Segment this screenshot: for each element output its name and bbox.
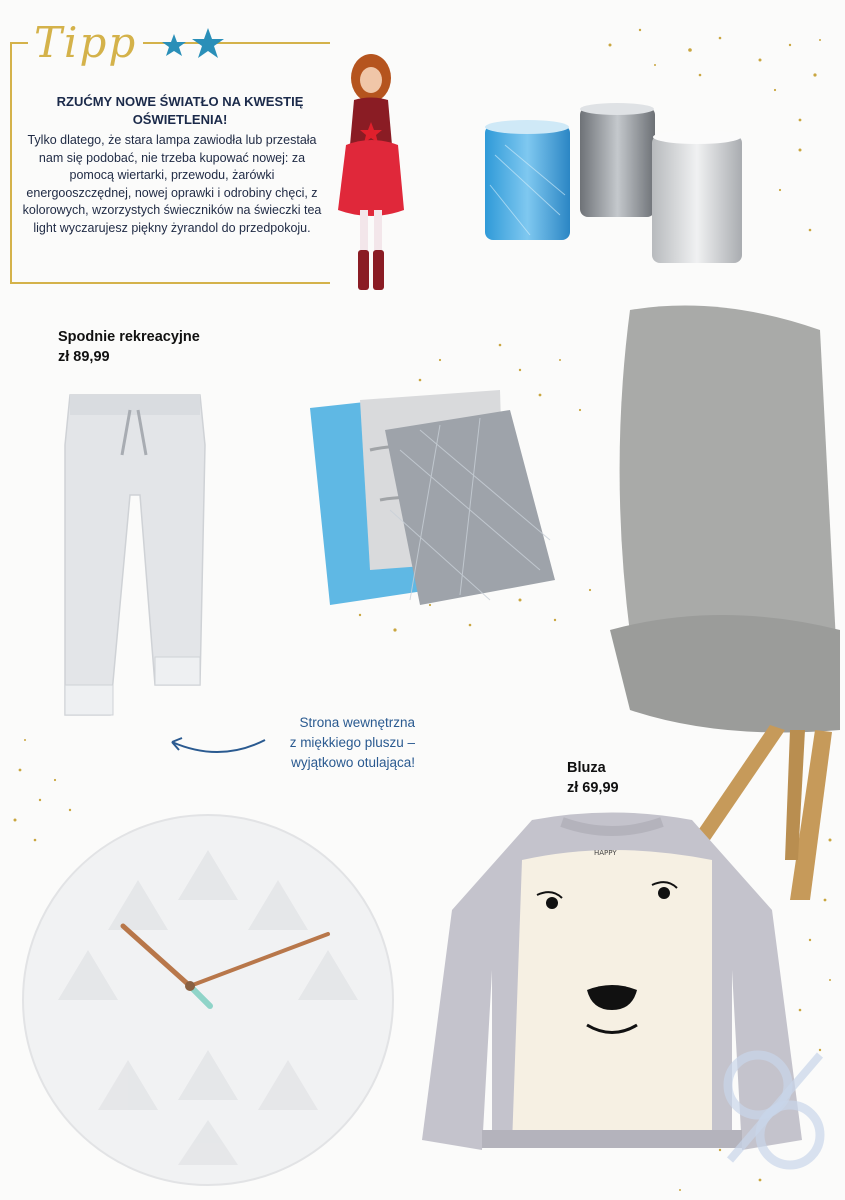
tip-heading: RZUĆMY NOWE ŚWIATŁO NA KWESTIĘ OŚWIETLENIA! — [56, 94, 304, 127]
note-line-1: Strona wewnętrzna — [299, 715, 415, 730]
note-line-3: wyjątkowo otulająca! — [291, 755, 415, 770]
sweater-price: zł 69,99 — [567, 780, 619, 796]
folders-image — [310, 390, 555, 610]
candle-holders-image — [480, 95, 750, 270]
tip-title: Tipp — [28, 18, 143, 67]
pants-name: Spodnie rekreacyjne — [58, 329, 200, 345]
pants-image — [60, 385, 210, 725]
inner-side-note — [225, 713, 415, 773]
wall-clock-image — [18, 810, 398, 1190]
sweater-print: HAPPY — [594, 849, 617, 857]
two-stars-icon — [160, 26, 230, 74]
pants-label — [58, 327, 200, 367]
girl-in-red-dress-image — [336, 50, 406, 295]
sweater-label — [567, 758, 619, 798]
sweater-name: Bluza — [567, 760, 606, 776]
pants-price: zł 89,99 — [58, 349, 110, 365]
note-line-2: z miękkiego pluszu – — [289, 735, 415, 750]
tip-body-text: Tylko dlatego, że stara lampa zawiodła lub przestała nam się podobać, nie trzeba kupować nowej: za pomocą wiertarki, przewodu, żarówki energooszczędnej, nowej oprawki i odrobiny chęci, z kolorowych, wzorzystych świeczników na świeczki tea light wyczarujesz piękny żyrandol do przedpokoju. — [22, 133, 322, 235]
percent-watermark-icon — [700, 1040, 840, 1170]
